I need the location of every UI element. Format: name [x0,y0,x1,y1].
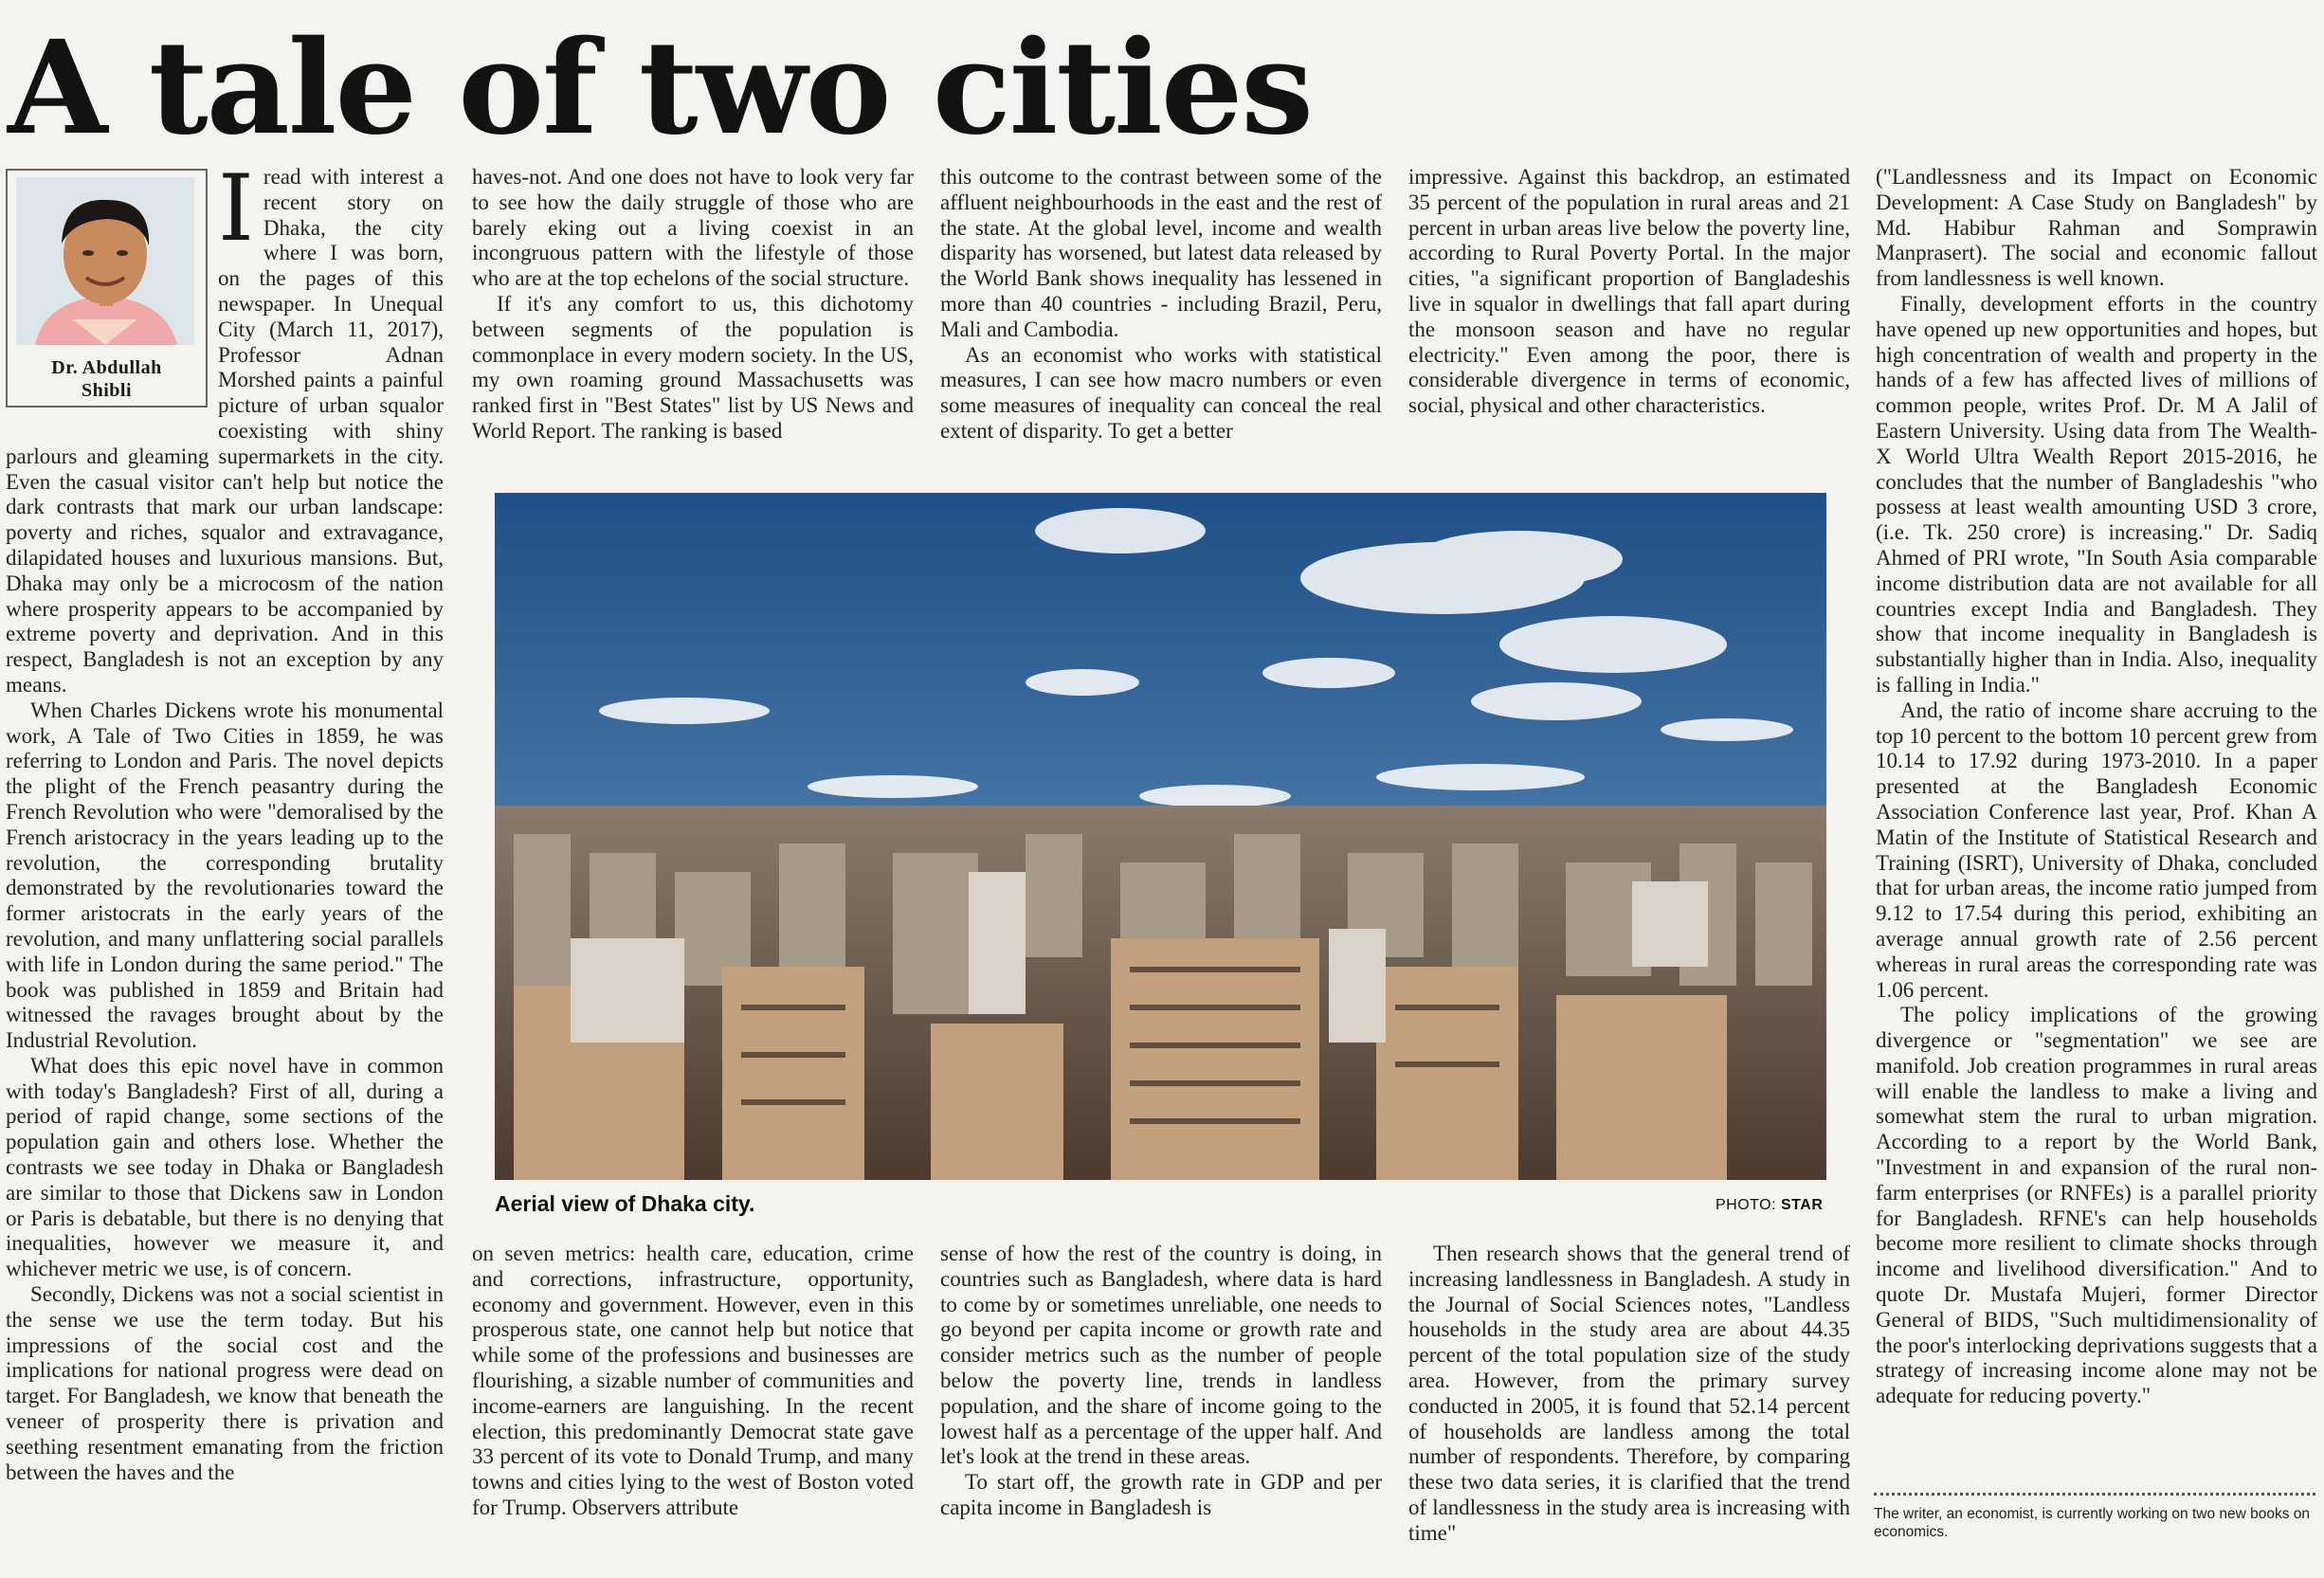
column-3-top [940,165,1382,478]
column-2-top-paragraph-2: If it's any comfort to us, this dichotomy between segments of the population is commonplace in every modern society. In the US, my own roaming ground Massachusetts was ranked first in "Best States" list by US News and World Report. The ranking is based [472,291,914,443]
column-4-top [1408,165,1850,478]
column-3-top-paragraph-1: this outcome to the contrast between some of the affluent neighbourhoods in the east and the rest of the state. At the global level, income and wealth disparity has worsened, but latest data released by the World Bank shows inequality has lessened in more than 40 countries - including Brazil, Peru, Mali and Cambodia. [940,165,1382,341]
column-2-top-paragraph-1: haves-not. And one does not have to look very far to see how the daily struggle of those who are barely eking out a living coexist in an incongruous pattern with the lifestyle of those who are at the top echelons of the social structure. [472,165,914,291]
column-3-bottom [940,1242,1382,1554]
column-5-paragraph-4: The policy implications of the growing divergence or "segmentation" we see are manifold. Job creation programmes in rural areas will enable the landless to make a living and somewhat stem the rural to urban migration. According to a report by the World Bank, "Investment in and expansion of the rural non-farm enterprises (or RNFEs) is a parallel priority for Bangladesh. RFNE's can help households become more resilient to climate shocks through income and livelihood diversification." And to quote Dr. Mustafa Mujeri, former Director General of BIDS, "Such multidimensionality of the poor's interlocking deprivations suggests that a strategy of increasing income alone may not be adequate for reducing poverty." [1876,1003,2317,1408]
column-5-paragraph-1: ("Landlessness and its Impact on Economic Development: A Case Study on Bangladesh" by Md. Habibur Rahman and Somprawin Manprasert). The social and economic fallout from landlessness is well known. [1876,165,2317,291]
column-4-bottom [1408,1242,1850,1554]
column-1 [6,165,444,1549]
photo-credit-label: PHOTO: [1716,1197,1777,1213]
photo-caption: Aerial view of Dhaka city. [495,1191,755,1216]
photo-credit [1716,1197,1823,1214]
article-headline: A tale of two cities [8,12,1312,164]
column-5-paragraph-2: Finally, development efforts in the country have opened up new opportunities and hopes, but high concentration of wealth and property in the hands of a few has affected lives of millions of common people, writes Prof. Dr. M A Jalil of Eastern University. Using data from The Wealth-X World Ultra Wealth Report 2015-2016, he concludes that the number of Bangladeshis "who possess at least wealth amounting USD 3 crore, (i.e. Tk. 250 crore) is increasing." Dr. Sadiq Ahmed of PRI wrote, "In South Asia comparable income distribution data are not available for all countries except India and Bangladesh. They show that income inequality in Bangladesh is substantially higher than in India. Also, inequality is falling in India." [1876,291,2317,697]
column-5-paragraph-3: And, the ratio of income share accruing to the top 10 percent to the bottom 10 percent grew from 10.14 to 17.92 during 1973-2010. In a paper presented at the Bangladesh Economic Association Conference last year, Prof. Khan A Matin of the Institute of Statistical Research and Training (ISRT), University of Dhaka, concluded that for urban areas, the income ratio jumped from 9.12 to 17.54 during this period, exhibiting an average annual growth rate of 2.56 percent whereas in rural areas the corresponding rate was 1.06 percent. [1876,698,2317,1002]
column-2-bottom [472,1242,914,1554]
column-4-top-paragraph-1: impressive. Against this backdrop, an estimated 35 percent of the population in rural areas and 21 percent in urban areas live below the poverty line, according to Rural Poverty Portal. In the major cities, "a significant proportion of Bangladeshis live in squalor in dwellings that fall apart during the monsoon season and have no regular electricity." Even among the poor, there is considerable divergence in terms of economic, social, physical and other characteristics. [1408,165,1850,418]
drop-cap: I [218,165,254,262]
column-2-bottom-paragraph-1: on seven metrics: health care, education, crime and corrections, infrastructure, opportunity, economy and government. However, even in this prosperous state, one cannot help but notice that while some of the professions and businesses are flourishing, a sizable number of communities and income-earners are languishing. In the recent election, this predominantly Democrat state gave 33 percent of its vote to Donald Trump, and many towns and cities lying to the west of Boston voted for Trump. Observers attribute [472,1242,914,1519]
dhaka-aerial-photo [495,493,1826,1180]
column-1-paragraph-3: What does this epic novel have in common with today's Bangladesh? First of all, during a period of rapid change, some sections of the population gain and others lose. Whether the contrasts we see today in Dhaka or Bangladesh are similar to those that Dickens saw in London or Paris is debatable, but there is no denying that inequalities, however we measure it, and whichever metric we use, is of concern. [6,1053,444,1281]
column-1-paragraph-4: Secondly, Dickens was not a social scientist in the sense we use the term today. But his impressions of the social cost and the implications for national progress were dead on target. For Bangladesh, we know that beneath the veneer of prosperity there is privation and seething resentment emanating from the friction between the haves and the [6,1282,444,1484]
column-4-bottom-paragraph-1: Then research shows that the general trend of increasing landlessness in Bangladesh. A study in the Journal of Social Sciences notes, "Landless households in the study area are about 44.35 percent of the total population size of the study area. However, from the primary survey conducted in 2005, it is found that 52.14 percent of households are landless among the total number of respondents. Therefore, by comparing these two data series, it is clarified that the trend of landlessness in the study area is increasing with time" [1408,1242,1850,1545]
author-name-line2: Shibli [81,380,133,401]
column-3-top-paragraph-2: As an economist who works with statistical measures, I can see how macro numbers or even some measures of inequality can conceal the real extent of disparity. To get a better [940,342,1382,443]
city-skyline-illustration [495,493,1826,1180]
author-footnote: The writer, an economist, is currently working on two new books on economics. [1874,1506,2311,1540]
column-1-paragraph-2: When Charles Dickens wrote his monumental work, A Tale of Two Cities in 1859, he was referring to London and Paris. The novel depicts the plight of the French peasantry during the French Revolution who were "demoralised by the French aristocracy in the years leading up to the revolution, the corresponding brutality demonstrated by the revolutionaries toward the former aristocrats in the early years of the revolution, and many unflattering social parallels with life in London during the same period." The book was published in 1859 and Britain had witnessed the ravages brought about by the Industrial Revolution. [6,698,444,1053]
author-name-line1: Dr. Abdullah [51,357,162,378]
author-box-spacer [6,165,218,440]
footnote-divider [1874,1493,2315,1496]
column-5 [1876,165,2317,1482]
column-3-bottom-paragraph-2: To start off, the growth rate in GDP and per capita income in Bangladesh is [940,1470,1382,1519]
photo-credit-source: STAR [1781,1197,1824,1213]
column-1-paragraph-1-text: read with interest a recent story on Dhaka, the city where I was born, on the pages of this newspaper. In Unequal City (March 11, 2017), Professor Adnan Morshed paints a painful picture of urban squalor coexisting with shiny parlours and gleaming supermarkets in the city. Even the casual visitor can't help but notice the dark contrasts that mark our urban landscape: poverty and riches, squalor and extravagance, dilapidated houses and luxurious mansions. But, Dhaka may only be a microcosm of the nation where prosperity appears to be accompanied by extreme poverty and deprivation. And in this respect, Bangladesh is not an exception by any means. [6,165,444,697]
column-2-top [472,165,914,478]
column-3-bottom-paragraph-1: sense of how the rest of the country is doing, in countries such as Bangladesh, where data is hard to come by or sometimes unreliable, one needs to go beyond per capita income or growth rate and consider metrics such as the number of people below the poverty line, trends in landless population, and the share of income going to the lowest half as a percentage of the upper half. And let's look at the trend in these areas. [940,1242,1382,1469]
